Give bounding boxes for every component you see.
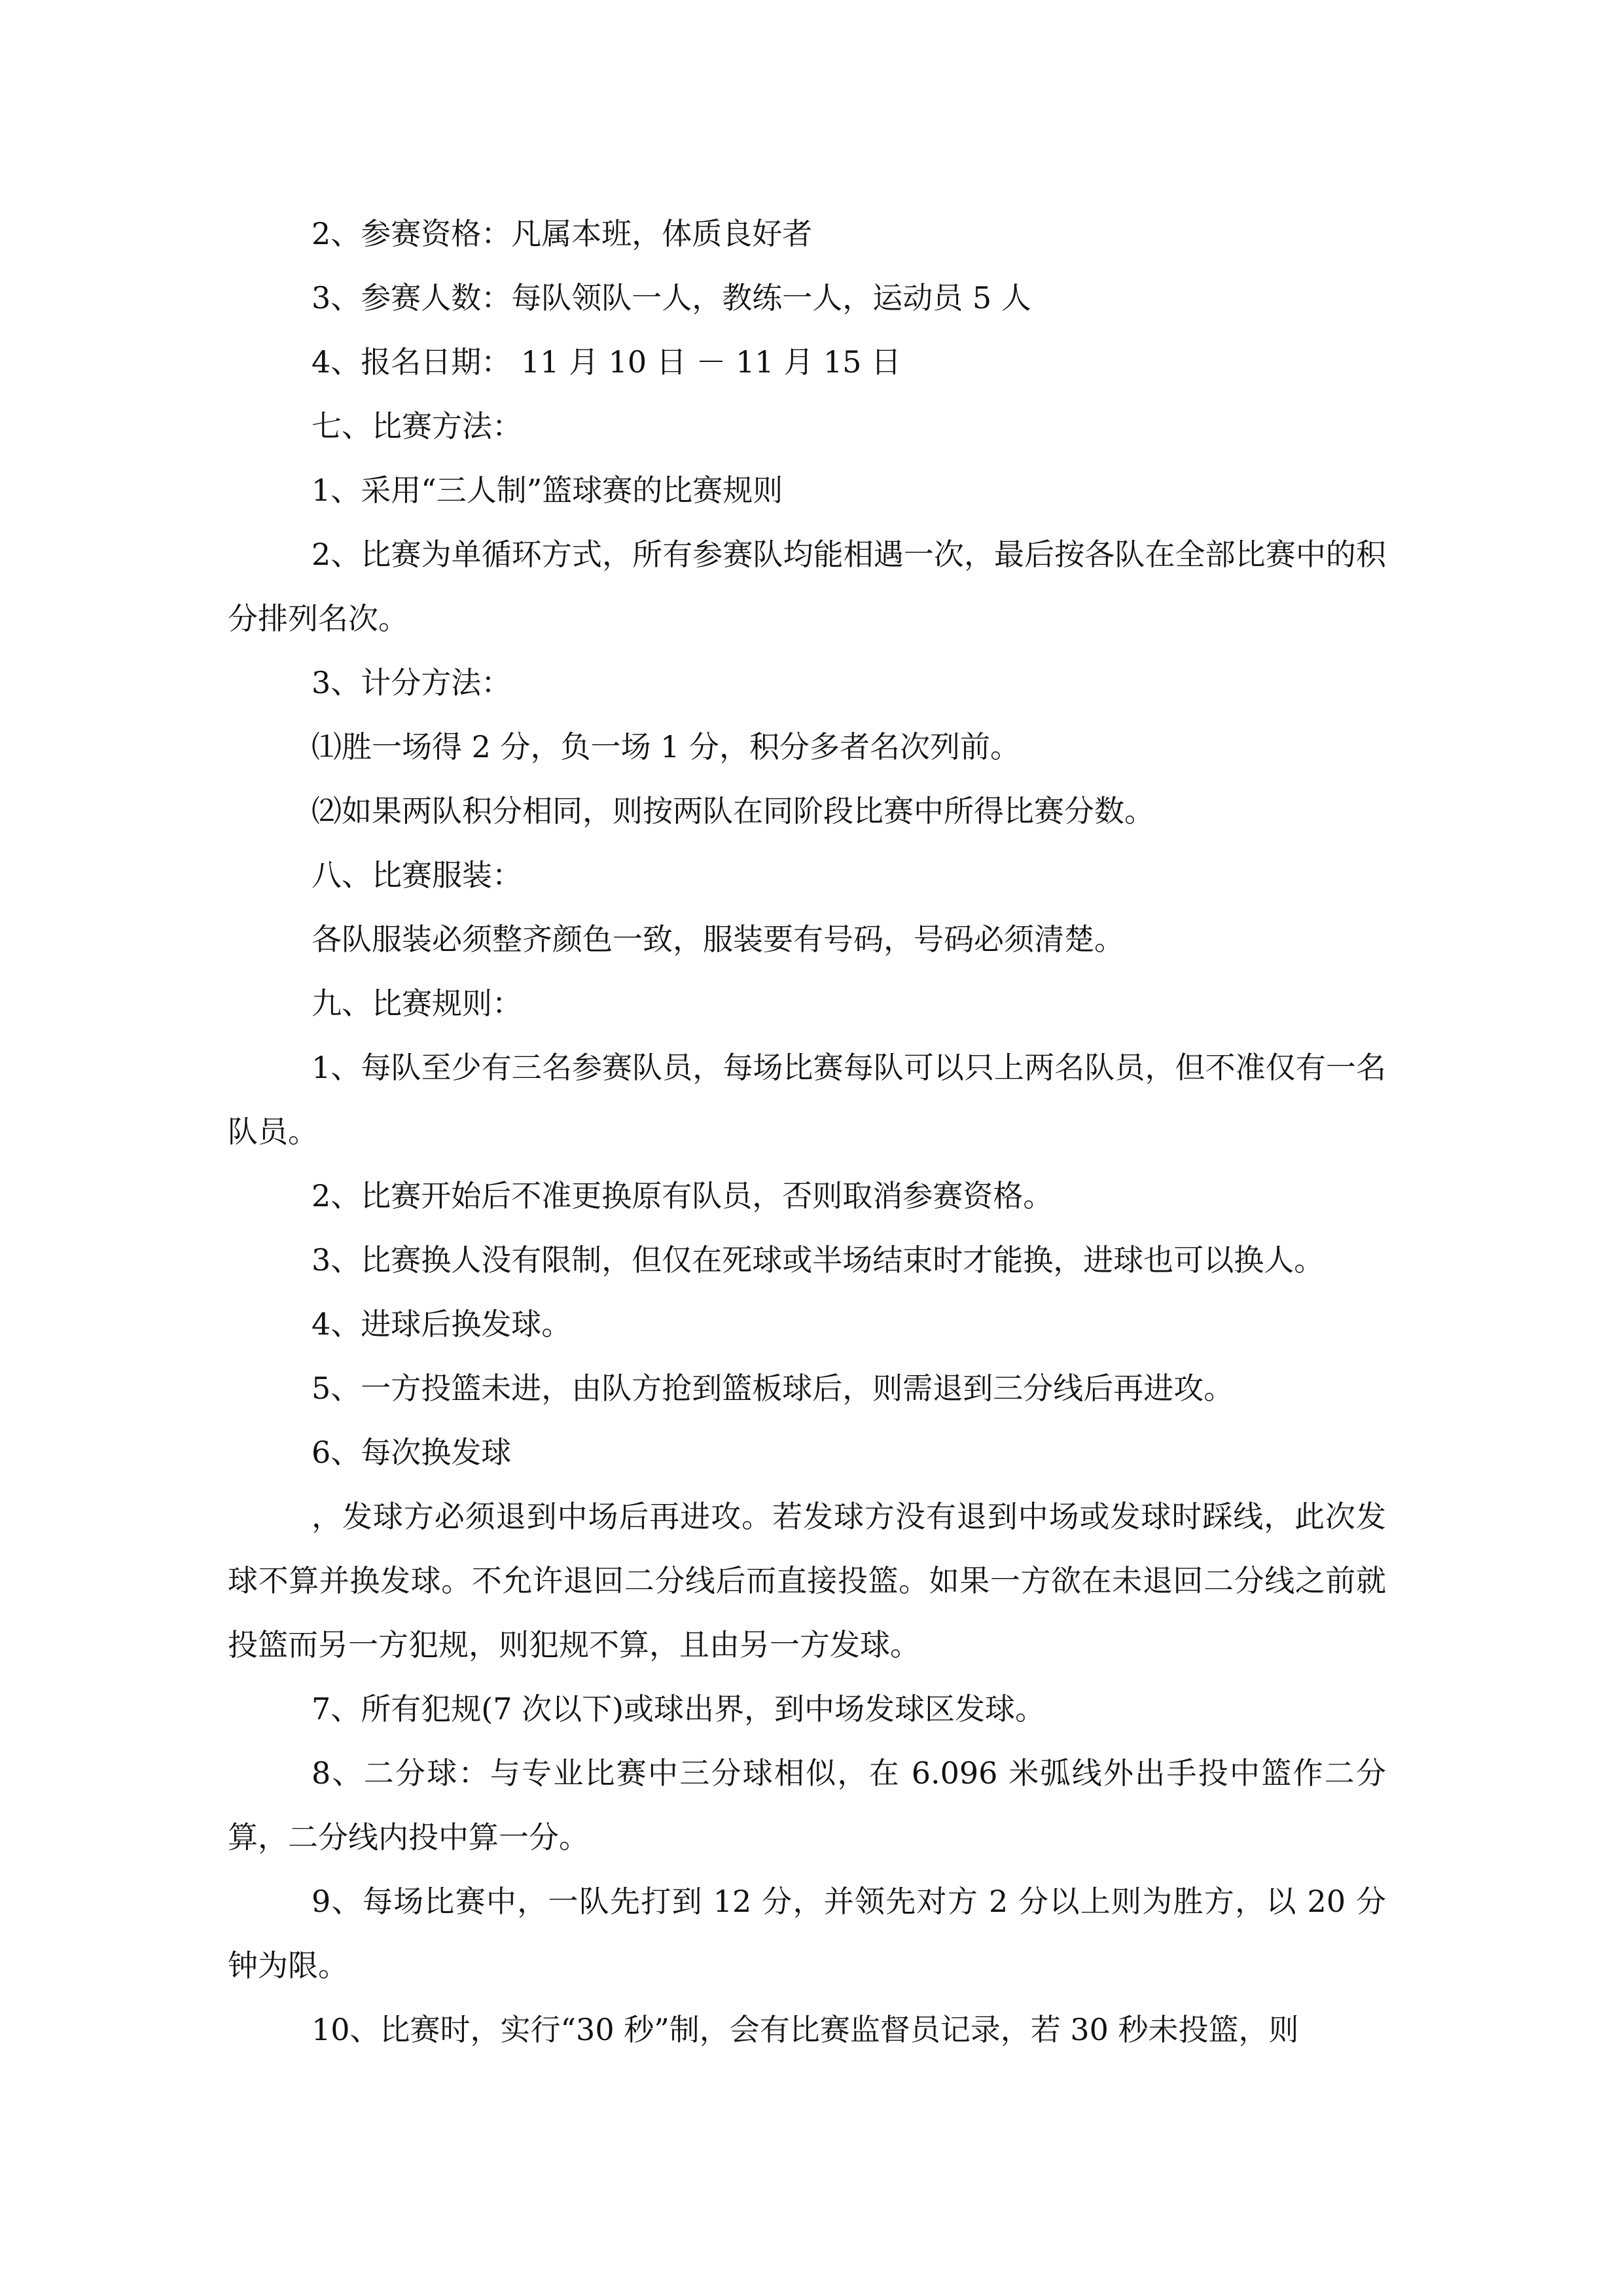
paragraph: 1、采用“三人制”篮球赛的比赛规则 bbox=[312, 473, 783, 508]
paragraph: ⑴胜一场得 2 分，负一场 1 分，积分多者名次列前。 bbox=[312, 729, 1021, 764]
paragraph: 3、参赛人数：每队领队一人，教练一人，运动员 5 人 bbox=[312, 280, 1031, 315]
paragraph: 2、比赛为单循环方式，所有参赛队均能相遇一次，最后按各队在全部比赛中的积分排列名次。 bbox=[228, 537, 1386, 636]
document-body bbox=[228, 202, 1386, 2062]
paragraph: 3、计分方法： bbox=[312, 665, 512, 700]
paragraph: 各队服装必须整齐颜色一致，服装要有号码，号码必须清楚。 bbox=[312, 922, 1124, 957]
paragraph: 7、所有犯规(7 次以下)或球出界，到中场发球区发球。 bbox=[312, 1691, 1046, 1727]
paragraph: 3、比赛换人没有限制，但仅在死球或半场结束时才能换，进球也可以换人。 bbox=[312, 1242, 1325, 1278]
paragraph: 4、进球后换发球。 bbox=[312, 1306, 572, 1342]
paragraph: 8、二分球：与专业比赛中三分球相似，在 6.096 米弧线外出手投中篮作二分算，二分线内投中算一分。 bbox=[228, 1755, 1386, 1855]
paragraph: 10、比赛时，实行“30 秒”制，会有比赛监督员记录，若 30 秒未投篮，则 bbox=[312, 2012, 1299, 2047]
section-heading: 九、比赛规则： bbox=[312, 986, 522, 1021]
paragraph: 9、每场比赛中，一队先打到 12 分，并领先对方 2 分以上则为胜方，以 20 分钟为限。 bbox=[228, 1884, 1386, 1983]
paragraph: 2、比赛开始后不准更换原有队员，否则取消参赛资格。 bbox=[312, 1178, 1054, 1213]
section-heading: 八、比赛服装： bbox=[312, 857, 522, 893]
paragraph: ⑵如果两队积分相同，则按两队在同阶段比赛中所得比赛分数。 bbox=[312, 793, 1154, 829]
paragraph: ，发球方必须退到中场后再进攻。若发球方没有退到中场或发球时踩线，此次发球不算并换发球。不允许退回二分线后而直接投篮。如果一方欲在未退回二分线之前就投篮而另一方犯规，则犯规不算，且由另一方发球。 bbox=[228, 1499, 1386, 1662]
paragraph: 6、每次换发球 bbox=[312, 1435, 512, 1470]
paragraph: 5、一方投篮未进，由队方抢到篮板球后，则需退到三分线后再进攻。 bbox=[312, 1371, 1234, 1406]
paragraph: 4、报名日期： 11 月 10 日 － 11 月 15 日 bbox=[312, 344, 901, 380]
paragraph: 1、每队至少有三名参赛队员，每场比赛每队可以只上两名队员，但不准仅有一名队员。 bbox=[228, 1050, 1386, 1149]
section-heading: 七、比赛方法： bbox=[312, 408, 522, 444]
paragraph: 2、参赛资格：凡属本班，体质良好者 bbox=[312, 216, 813, 251]
